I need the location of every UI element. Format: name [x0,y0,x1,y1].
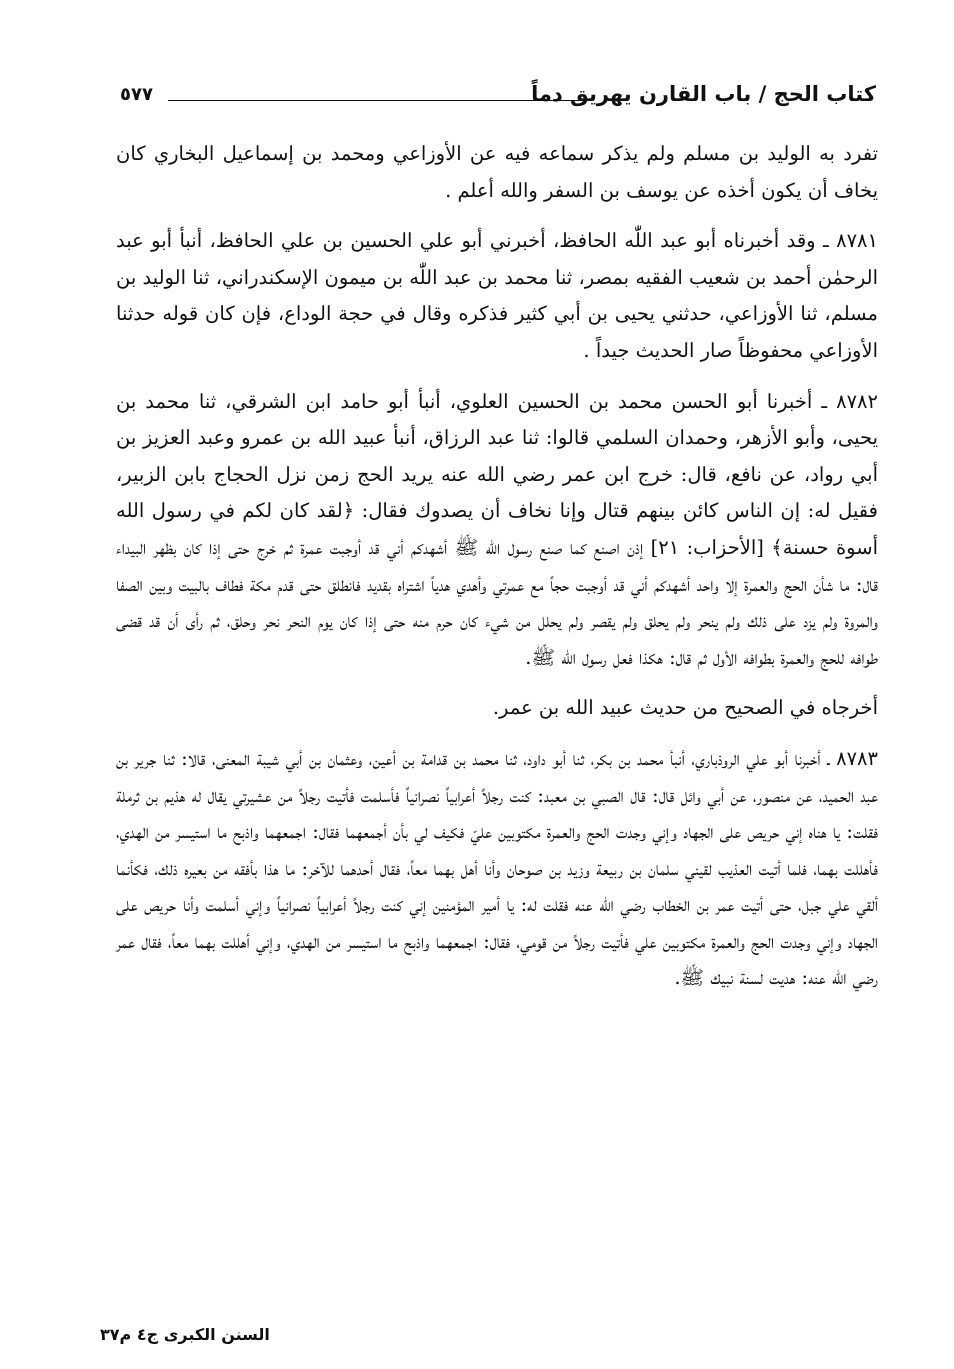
paragraph-continuation: تفرد به الوليد بن مسلم ولم يذكر سماعه فيه عن الأوزاعي ومحمد بن إسماعيل البخاري كان يخاف أن يكون أخذه عن يوسف بن السفر والله أعلم . [116,142,878,202]
hadith-8782: ٨٧٨٢ ـ أخبرنا أبو الحسن محمد بن الحسين العلوي، أنبأ أبو حامد ابن الشرقي، ثنا محمد بن يحيى، وأبو الأزهر، وحمدان السلمي قالوا: ثنا عبد الرزاق، أنبأ عبيد الله بن عمرو وعبد العزيز بن أبي رواد، عن نافع، قال: خرج ابن عمر رضي الله عنه يريد الحج زمن نزل الحجاج بابن الزبير، فقيل له: إن الناس كائن بينهم قتال وإنا نخاف أن يصدوك فقال: ﴿لقد كان لكم في رسول الله أسوة حسنة﴾ [الأحزاب: ٢١] إذن اصنع كما صنع رسول الله ﷺ أشهدكم أني قد أوجبت عمرة ثم خرج حتى إذا كان بظهر البيداء قال: ما شأن الحج والعمرة إلا واحد أشهدكم أني قد أوجبت حجاً مع عمرتي وأهدي هدياً اشتراه بقديد فانطلق حتى قدم مكة فطاف بالبيت وبين الصفا والمروة ولم يزد على ذلك ولم ينحر ولم يحلق ولم يقصر ولم يحلل من شيء كان حرم منه حتى إذا كان يوم النحر نحر وحلق، ثم رأى أن قد قضى طوافه للحج والعمرة بطوافه الأول ثم قال: هكذا فعل رسول الله ﷺ. [116,389,878,669]
hadith-8781: ٨٧٨١ ـ وقد أخبرناه أبو عبد اللّٰه الحافظ، أخبرني أبو علي الحسين بن علي الحافظ، أنبأ أبو عبد الرحمٰن أحمد بن شعيب الفقيه بمصر، ثنا محمد بن عبد اللّٰه بن ميمون الإسكندراني، ثنا الوليد بن مسلم، ثنا الأوزاعي، حدثني يحيى بن أبي كثير فذكره وقال في حجة الوداع، فإن كان قوله حدثنا الأوزاعي محفوظاً صار الحديث جيداً . [116,229,878,362]
page-number: ٥٧٧ [120,84,153,105]
page-header [120,80,876,116]
takhrij-note: أخرجاه في الصحيح من حديث عبيد الله بن عمر. [492,696,878,720]
hadith-8783: ٨٧٨٣ ـ أخبرنا أبو علي الروذباري، أنبأ محمد بن بكر، ثنا أبو داود، ثنا محمد بن قدامة بن أعين، وعثمان بن أبي شيبة المعنى، قالا: ثنا جرير بن عبد الحميد، عن منصور، عن أبي وائل قال: قال الصبي بن معبد: كنت رجلاً أعرابياً نصرانياً فأسلمت فأتيت رجلاً من عشيرتي يقال له هذيم بن ثرملة فقلت: يا هناه إني حريص على الجهاد وإني وجدت الحج والعمرة مكتوبين عليّ فكيف لي بأن أجمعهما فقال: اجمعهما واذبح ما استيسر من الهدي، فأهللت بهما، فلما أتيت العذيب لقيني سلمان بن ربيعة وزيد بن صوحان وأنا أهل بهما معاً، فقال أحدهما للآخر: ما هذا بأفقه من بعيره ذلك، فكأنما ألقي علي جبل، حتى أتيت عمر بن الخطاب رضي الله عنه فقلت له: يا أمير المؤمنين إني كنت رجلاً أعرابياً نصرانياً وإني أسلمت وأنا حريص على الجهاد وإني وجدت الحج والعمرة مكتوبين علي فأتيت رجلاً من قومي، فقال: اجمعهما واذبح ما استيسر من الهدي، وإني أهللت بهما معاً، فقال عمر رضي الله عنه: هديت لسنة نبيك ﷺ. [116,746,878,990]
volume-signature: السنن الكبرى ج٤ م٣٧ [100,1325,270,1344]
running-title: كتاب الحج / باب القارن يهريق دماً [531,82,876,106]
header-rule [168,100,591,101]
page-footer [100,1325,400,1344]
page-body [116,136,878,997]
